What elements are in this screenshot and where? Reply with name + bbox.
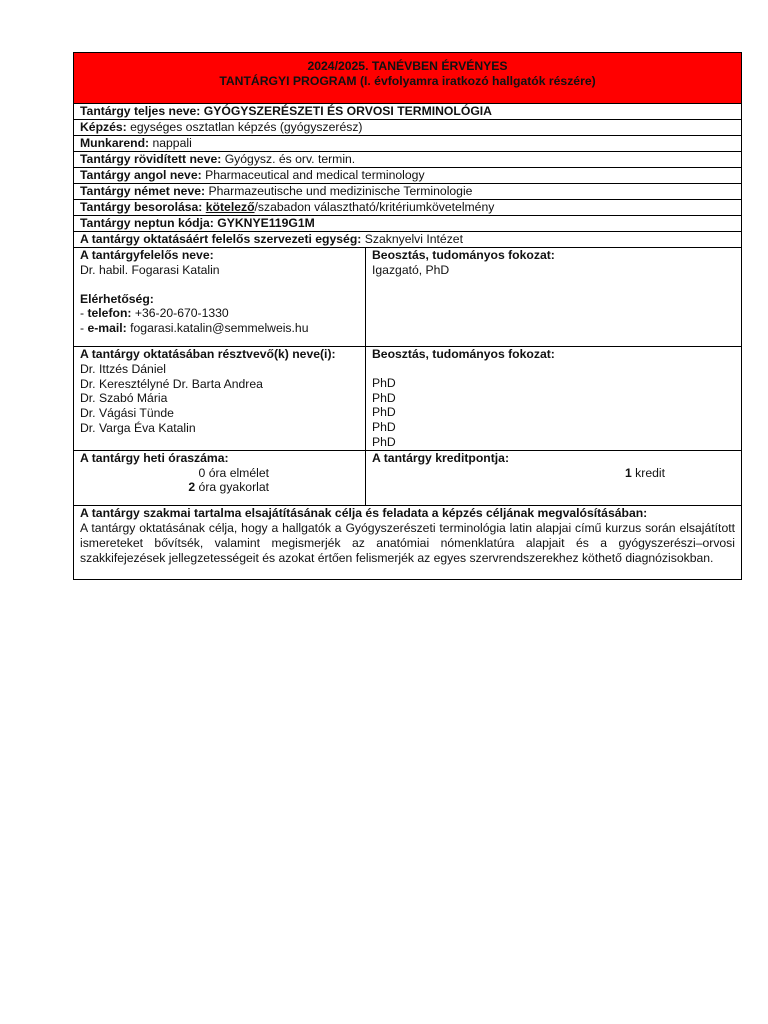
contact-label: Elérhetőség:	[80, 291, 154, 306]
credit-number: 1	[625, 465, 632, 480]
neptun-label: Tantárgy neptun kódja:	[80, 216, 214, 230]
participant-degree: PhD	[372, 375, 396, 390]
phone-prefix: -	[80, 306, 88, 321]
participants-label: A tantárgy oktatásában résztvevő(k) neve(i):	[80, 346, 336, 361]
syllabus-document	[73, 52, 742, 580]
goal-text: A tantárgy oktatásának célja, hogy a hallgatók a Gyógyszerészeti terminológia latin alapjai című kurzus során elsajátított ismereteket bővítsék, valamint megismerjék az anatómiai nómenklatúra alapjait és a gyógyszerészi–orvosi szakkifejezések jellegzetességeit és azokat értően felismerjék az egyes szervrendszerekhez köthető diagnózisokban.	[80, 520, 735, 565]
credit-text: kredit	[631, 465, 665, 480]
email-label: e-mail:	[87, 321, 127, 336]
goal-cell	[74, 506, 742, 580]
training-value: egységes osztatlan képzés (gyógyszerész)	[130, 120, 363, 134]
participant-name: Dr. Keresztélyné Dr. Barta Andrea	[80, 376, 263, 391]
responsible-position-cell	[366, 248, 742, 347]
classification-row	[74, 200, 742, 216]
full-name-value: GYÓGYSZERÉSZETI ÉS ORVOSI TERMINOLÓGIA	[203, 104, 492, 118]
lecture-text: óra elmélet	[205, 465, 269, 480]
participant-name: Dr. Ittzés Dániel	[80, 361, 167, 376]
credit-cell	[366, 450, 742, 505]
english-name-label: Tantárgy angol neve:	[80, 168, 202, 182]
participants-position-cell	[366, 346, 742, 450]
header-row	[74, 53, 742, 104]
header-line-2: TANTÁRGYI PROGRAM (I. évfolyamra iratkozó hallgatók részére)	[219, 74, 596, 88]
phone-label: telefon:	[87, 306, 132, 321]
english-name-value: Pharmaceutical and medical terminology	[205, 168, 425, 182]
unit-label: A tantárgy oktatásáért felelős szervezeti egység:	[80, 232, 362, 246]
participant-degree: PhD	[372, 420, 396, 435]
hours-label: A tantárgy heti óraszáma:	[80, 450, 229, 465]
classification-rest: /szabadon választható/kritériumkövetelmény	[254, 200, 495, 214]
responsible-name: Dr. habil. Fogarasi Katalin	[80, 262, 220, 277]
header-cell	[74, 53, 742, 104]
responsible-label: A tantárgyfelelős neve:	[80, 248, 214, 262]
participant-degree: PhD	[372, 405, 396, 420]
responsible-row	[74, 248, 742, 347]
hours-cell	[74, 450, 366, 505]
german-name-row	[74, 184, 742, 200]
header-line-1: 2024/2025. TANÉVBEN ÉRVÉNYES	[307, 59, 508, 73]
full-name-label: Tantárgy teljes neve:	[80, 104, 201, 118]
participant-name: Dr. Szabó Mária	[80, 391, 168, 406]
german-name-value: Pharmazeutische und medizinische Terminologie	[208, 184, 473, 198]
syllabus-table	[73, 52, 742, 580]
short-name-row	[74, 152, 742, 168]
classification-label: Tantárgy besorolása:	[80, 200, 203, 214]
practice-text: óra gyakorlat	[195, 480, 269, 495]
short-name-value: Gyógysz. és orv. termin.	[224, 152, 356, 166]
full-name-row	[74, 104, 742, 120]
short-name-label: Tantárgy rövidített neve:	[80, 152, 222, 166]
neptun-value: GYKNYE119G1M	[217, 216, 315, 230]
participants-cell	[74, 346, 366, 450]
lecture-hours: 0	[198, 465, 206, 480]
responsible-cell	[74, 248, 366, 347]
participants-position-label: Beosztás, tudományos fokozat:	[372, 346, 555, 361]
goal-label: A tantárgy szakmai tartalma elsajátításának célja és feladata a képzés céljának megvalósításában:	[80, 506, 648, 521]
neptun-row	[74, 216, 742, 232]
participant-name: Dr. Varga Éva Katalin	[80, 420, 196, 435]
responsible-position-value: Igazgató, PhD	[372, 262, 450, 277]
participant-name: Dr. Vágási Tünde	[80, 406, 174, 421]
participants-row	[74, 346, 742, 450]
schedule-value: nappali	[152, 136, 192, 150]
schedule-row	[74, 136, 742, 152]
credit-label: A tantárgy kreditpontja:	[372, 450, 510, 465]
responsible-position-label: Beosztás, tudományos fokozat:	[372, 248, 555, 262]
email-prefix: -	[80, 321, 88, 336]
unit-value: Szaknyelvi Intézet	[364, 232, 463, 246]
email-value: fogarasi.katalin@semmelweis.hu	[130, 321, 309, 336]
german-name-label: Tantárgy német neve:	[80, 184, 206, 198]
schedule-label: Munkarend:	[80, 136, 150, 150]
participant-degree: PhD	[372, 434, 396, 449]
training-row	[74, 120, 742, 136]
training-label: Képzés:	[80, 120, 127, 134]
participant-degree: PhD	[372, 390, 396, 405]
phone-value: +36-20-670-1330	[134, 306, 229, 321]
classification-selected: kötelező	[205, 200, 255, 214]
unit-row	[74, 232, 742, 248]
english-name-row	[74, 168, 742, 184]
goal-row	[74, 506, 742, 580]
practice-hours: 2	[188, 480, 196, 495]
hours-row	[74, 450, 742, 505]
